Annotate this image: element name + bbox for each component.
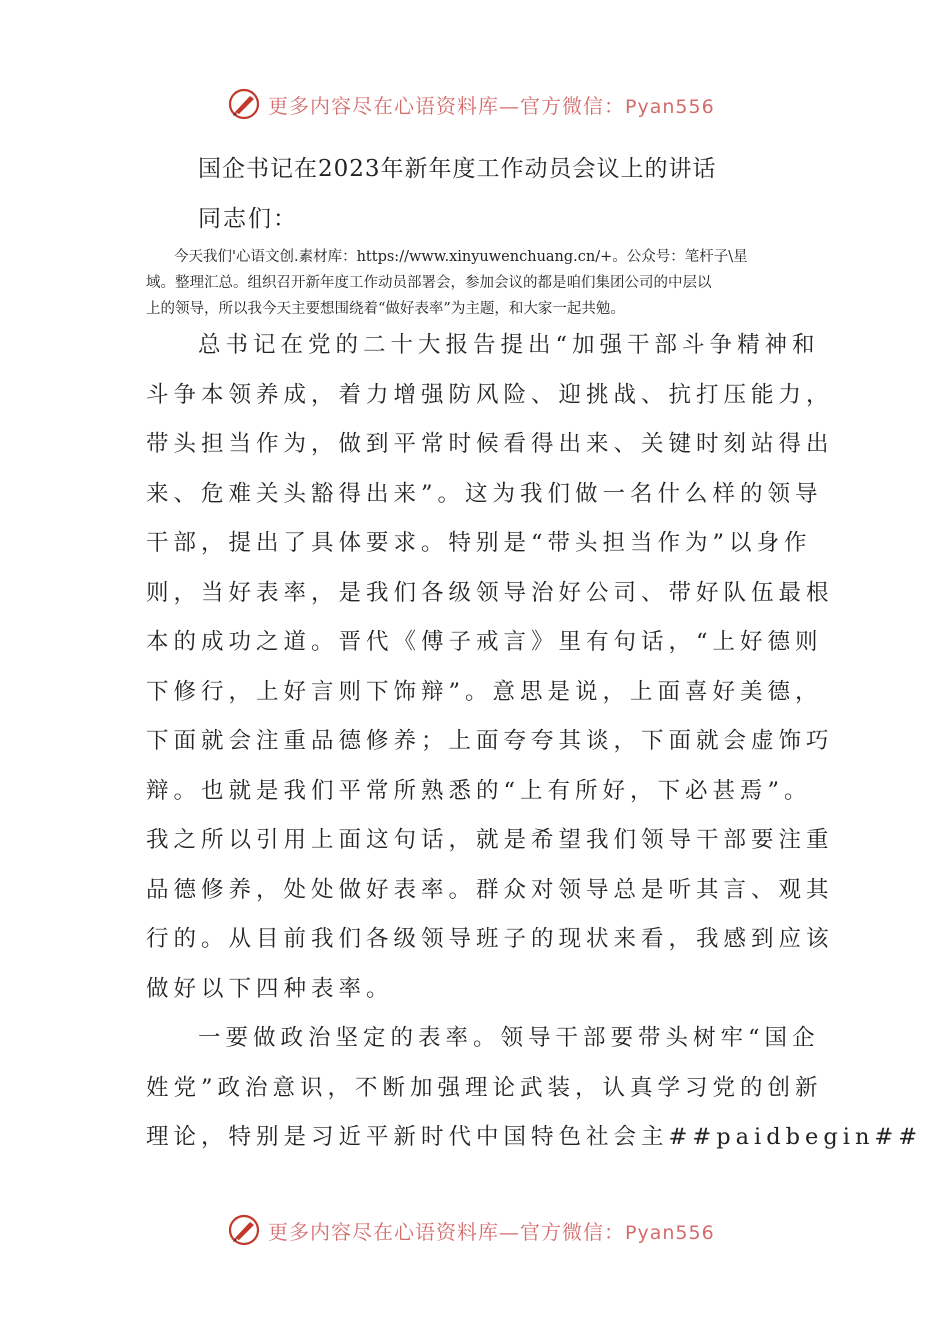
paragraph-line: 干部，提出了具体要求。特别是“带头担当作为”以身作 xyxy=(146,530,812,556)
paragraph-line: 理论，特别是习近平新时代中国特色社会主##paidbegin## xyxy=(146,1124,923,1150)
banner-text xyxy=(268,1216,715,1245)
paragraph-line: 本的成功之道。晋代《傅子戒言》里有句话，“上好德则 xyxy=(146,629,823,655)
paragraph-line: 做好以下四种表率。 xyxy=(146,975,394,1002)
paragraph-line: 我之所以引用上面这句话，就是希望我们领导干部要注重 xyxy=(146,827,834,853)
banner-label: 更多内容尽在心语资料库—官方微信： xyxy=(268,93,625,118)
paragraph-line: 下面就会注重品德修养；上面夸夸其谈，下面就会虚饰巧 xyxy=(146,728,834,754)
paragraph-line: 辩。也就是我们平常所熟悉的“上有所好，下必甚焉”。 xyxy=(146,777,812,804)
paragraph-line: 斗争本领养成，着力增强防风险、迎挑战、抗打压能力， xyxy=(146,381,834,408)
paragraph-line: 行的。从目前我们各级领导班子的现状来看，我感到应该 xyxy=(146,926,834,952)
paragraph-line: 姓党”政治意识，不断加强理论武装，认真学习党的创新 xyxy=(146,1074,823,1101)
paragraph-line: 则，当好表率，是我们各级领导治好公司、带好队伍最根 xyxy=(146,579,834,606)
pen-logo-icon xyxy=(226,1212,262,1248)
banner-text xyxy=(268,90,715,119)
wechat-id: Pyan556 xyxy=(625,1221,715,1244)
footer-banner xyxy=(0,1208,950,1252)
intro-line: 上的领导，所以我今天主要想围绕着“做好表率”为主题，和大家一起共勉。 xyxy=(146,301,625,317)
paragraph-line: 带头担当作为，做到平常时候看得出来、关键时刻站得出 xyxy=(146,431,834,457)
intro-paragraph xyxy=(146,244,806,322)
banner-label: 更多内容尽在心语资料库—官方微信： xyxy=(268,1219,625,1244)
wechat-id: Pyan556 xyxy=(625,95,715,118)
paragraph-line: 来、危难关头豁得出来”。这为我们做一名什么样的领导 xyxy=(146,480,823,507)
paragraph-line: 总书记在党的二十大报告提出“加强干部斗争精神和 xyxy=(198,332,820,358)
header-banner xyxy=(0,82,950,126)
intro-line: 今天我们'心语文创.素材库：https://www.xinyuwenchuang.cn/+。公众号：笔杆子\星 xyxy=(174,249,748,265)
document-title: 国企书记在2023年新年度工作动员会议上的讲话 xyxy=(198,156,717,182)
body-text xyxy=(146,321,923,1163)
salutation: 同志们： xyxy=(198,206,298,232)
pen-logo-icon xyxy=(226,86,262,122)
paragraph-line: 品德修养，处处做好表率。群众对领导总是听其言、观其 xyxy=(146,876,834,903)
paragraph-line: 下修行，上好言则下饰辩”。意思是说，上面喜好美德， xyxy=(146,678,823,705)
intro-line: 域。整理汇总。组织召开新年度工作动员部署会，参加会议的都是咱们集团公司的中层以 xyxy=(146,275,712,291)
paragraph-line: 一要做政治坚定的表率。领导干部要带头树牢“国企 xyxy=(198,1025,820,1051)
